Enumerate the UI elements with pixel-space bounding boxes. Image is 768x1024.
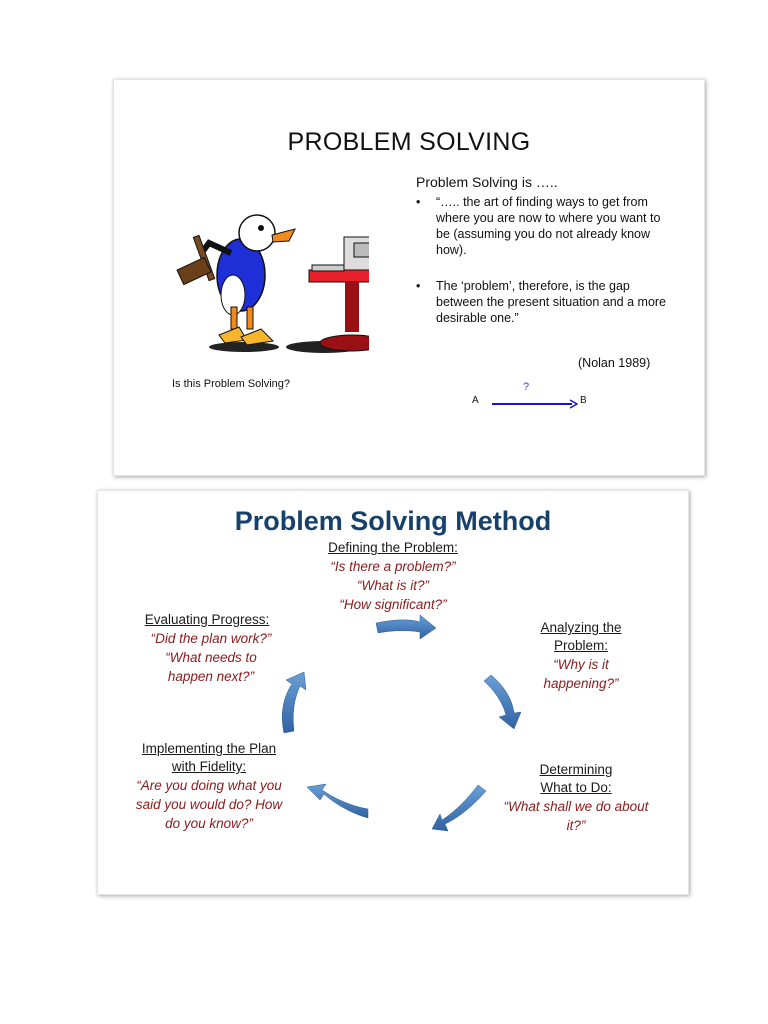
definition-bullet: • “….. the art of finding ways to get from where you are now to where you want to be (assuming you do not already know how).	[416, 194, 676, 258]
stage-question: happen next?”	[167, 669, 255, 684]
stage-question: do you know?”	[165, 816, 253, 831]
definition-heading: Problem Solving is …..	[416, 174, 558, 190]
stage-defining-problem	[273, 539, 513, 614]
stage-heading: Problem:	[553, 638, 609, 653]
stage-question: “Did the plan work?”	[150, 631, 272, 646]
cycle-arrow-define-to-analyze	[376, 615, 436, 639]
stage-heading: Implementing the Plan	[141, 741, 277, 756]
slide-title: Problem Solving Method	[234, 506, 552, 536]
stage-heading: Determining	[539, 762, 613, 777]
stage-question: “What is it?”	[356, 578, 429, 593]
stage-heading: What to Do:	[540, 780, 612, 795]
slide-problem-solving-method	[97, 490, 689, 895]
point-a-label: A	[472, 395, 479, 406]
stage-question: it?”	[566, 818, 586, 833]
stage-question: “How significant?”	[339, 597, 447, 612]
point-b-label: B	[580, 395, 587, 406]
stage-heading: Analyzing the	[540, 620, 622, 635]
duck-hammer-computer-clipart	[169, 195, 369, 365]
stage-question: “Are you doing what you	[136, 778, 282, 793]
cycle-arrow-implement-to-evaluate	[307, 784, 368, 818]
stage-question: happening?”	[543, 676, 619, 691]
stage-question: “Is there a problem?”	[330, 559, 456, 574]
slide-title: PROBLEM SOLVING	[287, 128, 531, 156]
slide-problem-solving	[113, 79, 705, 476]
stage-question: “What needs to	[165, 650, 257, 665]
definition-bullet: • The ‘problem’, therefore, is the gap between the present situation and a more desirable one.”	[416, 278, 676, 326]
stage-evaluating-progress	[112, 611, 302, 686]
stage-heading: Defining the Problem:	[328, 540, 458, 555]
stage-determining-what-to-do	[470, 761, 682, 835]
stage-question: “Why is it	[553, 657, 609, 672]
a-to-b-arrow	[492, 399, 578, 409]
citation: (Nolan 1989)	[578, 356, 651, 370]
stage-analyzing-problem	[506, 619, 656, 693]
stage-implementing-plan	[104, 740, 314, 833]
definition-list	[416, 194, 676, 326]
stage-question: said you would do? How	[135, 797, 283, 812]
question-mark-label: ?	[523, 381, 530, 393]
stage-heading: with Fidelity:	[171, 759, 247, 774]
stage-heading: Evaluating Progress:	[144, 612, 270, 627]
image-caption: Is this Problem Solving?	[172, 378, 290, 390]
stage-question: “What shall we do about	[503, 799, 649, 814]
